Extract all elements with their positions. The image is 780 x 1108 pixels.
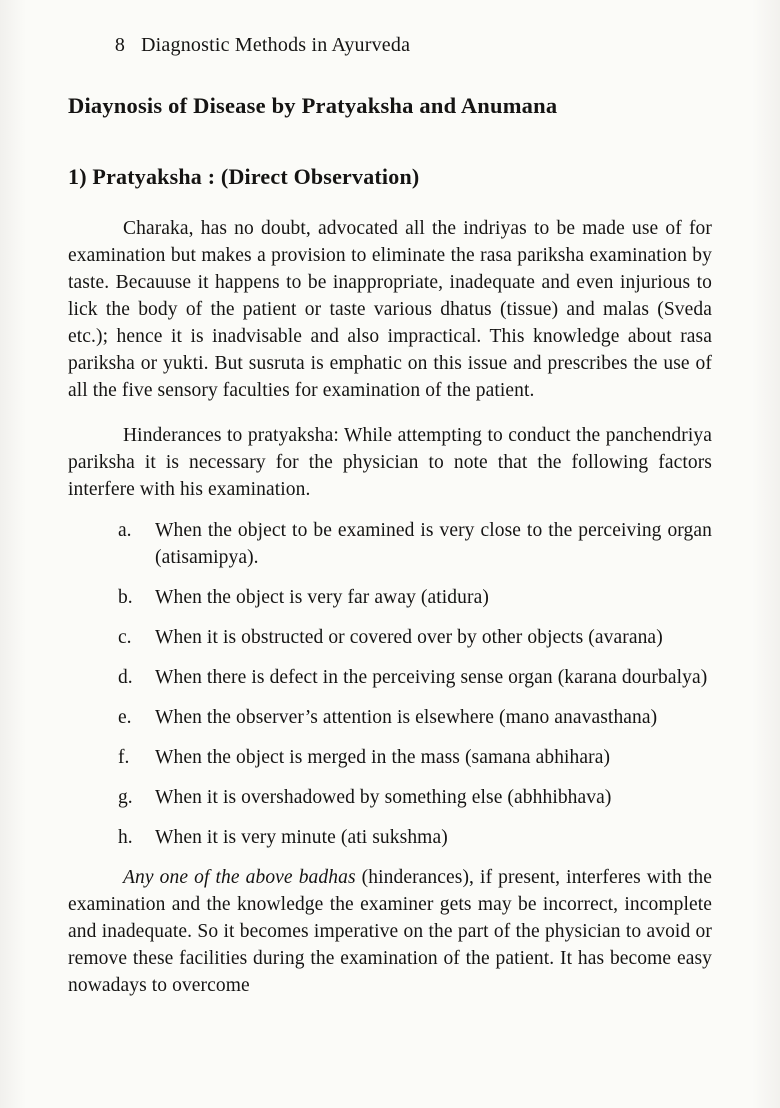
list-item-letter: a. <box>118 520 132 541</box>
list-item-text: When the object is very far away (atidura) <box>155 587 489 608</box>
chapter-title: Diaynosis of Disease by Pratyaksha and Anumana <box>68 93 558 118</box>
list-item-text: When the object to be examined is very close to the perceiving organ (atisamipya). <box>155 520 712 568</box>
running-head-title: Diagnostic Methods in Ayurveda <box>141 34 411 56</box>
list-item-h <box>118 824 712 851</box>
list-item-text: When there is defect in the perceiving sense organ (karana dourbalya) <box>155 667 708 688</box>
list-item-text: When it is very minute (ati sukshma) <box>155 827 448 848</box>
list-item-letter: h. <box>118 827 133 848</box>
closing-paragraph <box>68 864 712 999</box>
closing-lead-italic: Any one of the above badhas <box>123 867 356 888</box>
page-number: 8 <box>114 34 126 56</box>
list-item-g <box>118 784 712 811</box>
section-heading: 1) Pratyaksha : (Direct Observation) <box>68 164 420 189</box>
list-item-text: When it is overshadowed by something else (abhhibhava) <box>155 787 612 808</box>
list-item-text: When the object is merged in the mass (samana abhihara) <box>155 747 611 768</box>
list-item-f <box>118 744 712 771</box>
list-item-letter: e. <box>118 707 132 728</box>
list-item-letter: c. <box>118 627 132 648</box>
paragraph-charaka: Charaka, has no doubt, advocated all the indriyas to be made use of for examination but makes a provision to eliminate the rasa pariksha examination by taste. Becauuse it happens to be inappropriate, inadequate and even injurious to lick the body of the patient or taste various dhatus (tissue) and malas (Sveda etc.); hence it is inadvisable and also impractical. This knowledge about rasa pariksha or yukti. But susruta is emphatic on this issue and prescribes the use of all the five sensory faculties for examination of the patient. <box>68 218 712 401</box>
list-item-a <box>118 517 712 571</box>
paragraph-hinderances: Hinderances to pratyaksha: While attempting to conduct the panchendriya pariksha it is necessary for the physician to note that the following factors interfere with his examination. <box>68 425 712 500</box>
list-item-e <box>118 704 712 731</box>
list-item-letter: d. <box>118 667 133 688</box>
list-item-b <box>118 584 712 611</box>
list-item-text: When the observer’s attention is elsewhere (mano anavasthana) <box>155 707 658 728</box>
hindrance-list <box>68 517 712 851</box>
list-item-d <box>118 664 712 691</box>
running-head <box>94 6 712 84</box>
list-item-c <box>118 624 712 651</box>
list-item-letter: b. <box>118 587 133 608</box>
closing-rest: (hinderances), if present, interferes with the examination and the knowledge the examiner gets may be incorrect, incomplete and inadequate. So it becomes imperative on the part of the physician to avoid or remove these facilities during the examination of the patient. It has become easy nowadays to overcome <box>68 867 713 996</box>
list-item-letter: f. <box>118 747 130 768</box>
list-item-text: When it is obstructed or covered over by other objects (avarana) <box>155 627 663 648</box>
list-item-letter: g. <box>118 787 133 808</box>
